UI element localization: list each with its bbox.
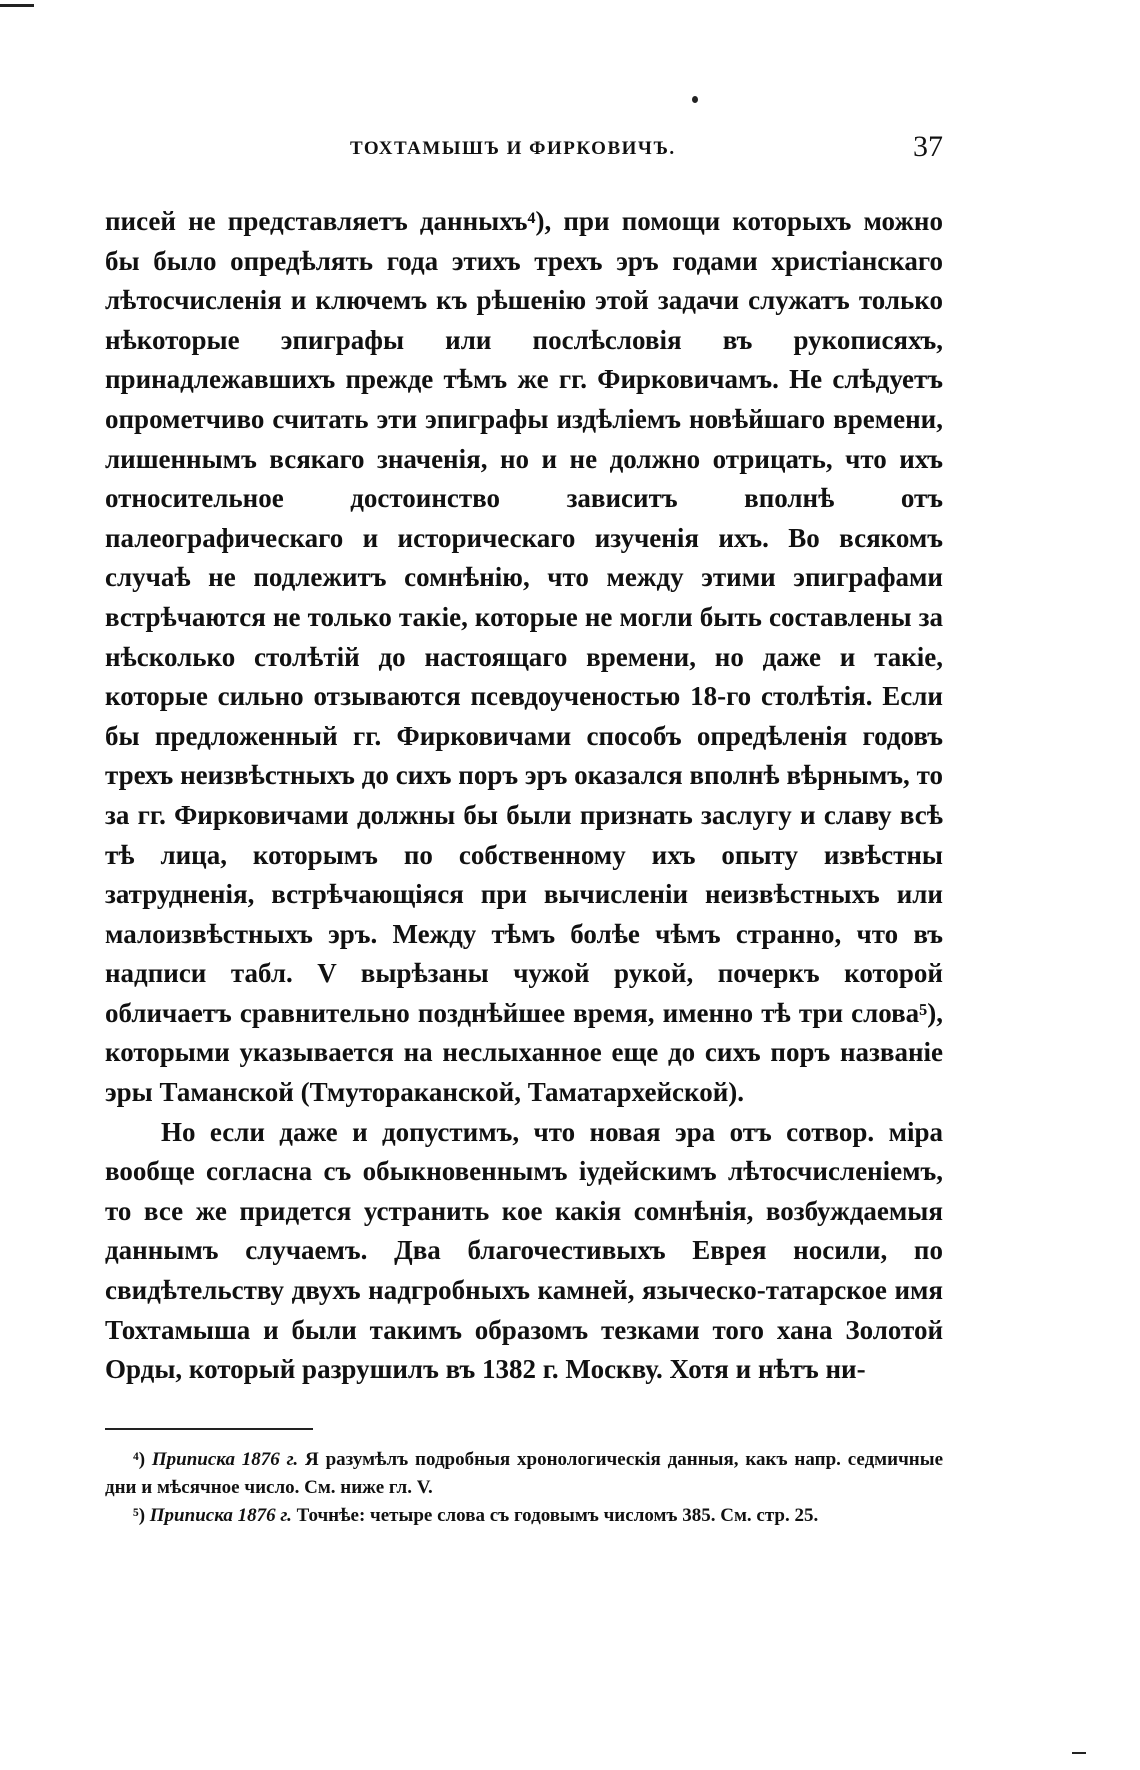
- page-header: [105, 132, 943, 172]
- scan-artifact-dot: [692, 96, 698, 103]
- footnote-mark: ⁴): [133, 1449, 146, 1470]
- footnote-text: Точнѣе: четыре слова съ годовымъ числомъ 385. См. стр. 25.: [296, 1505, 819, 1526]
- footnote-mark: ⁵): [133, 1505, 146, 1526]
- footnote-separator: [105, 1428, 313, 1430]
- footnote-lead: Приписка 1876 г.: [151, 1449, 299, 1470]
- page-number: 37: [913, 130, 943, 163]
- paragraph-1: писей не представляетъ данныхъ⁴), при помощи которыхъ можно бы было опредѣлять года этихъ трехъ эръ годами христіанскаго лѣтосчисленія и ключемъ къ рѣшенію этой задачи служатъ только нѣкоторые эпиграфы или послѣсловія въ рукописяхъ, принадлежавшихъ прежде тѣмъ же гг. Фирковичамъ. Не слѣдуетъ опрометчиво считать эти эпиграфы издѣліемъ новѣйшаго времени, лишеннымъ всякаго значенія, но и не должно отрицать, что ихъ относительное достоинство зависитъ вполнѣ отъ палеографическаго и историческаго изученія ихъ. Во всякомъ случаѣ не подлежитъ сомнѣнію, что между этими эпиграфами встрѣчаются не только такіе, которые не могли быть составлены за нѣсколько столѣтій до настоящаго времени, но даже и такіе, которые сильно отзываются псевдоученостью 18-го столѣтія. Если бы предложенный гг. Фирковичами способъ опредѣленія годовъ трехъ неизвѣстныхъ до сихъ поръ эръ оказался вполнѣ вѣрнымъ, то за гг. Фирковичами должны бы были признать заслугу и славу всѣ тѣ лица, которымъ по собственному ихъ опыту извѣстны затрудненія, встрѣчающіяся при вычисленіи неизвѣстныхъ или малоизвѣстныхъ эръ. Между тѣмъ болѣе чѣмъ странно, что въ надписи табл. V вырѣзаны чужой рукой, почеркъ которой обличаетъ сравнительно позднѣйшее время, именно тѣ три слова⁵), которыми указывается на неслыханное еще до сихъ поръ названіе эры Таманской (Тмутораканской, Таматархейской).: [105, 206, 943, 1108]
- footnotes: [105, 1446, 943, 1530]
- main-text: [105, 202, 943, 1390]
- footnote-text: Я разумѣлъ подробныя хронологическія данныя, какъ напр. седмичные дни и мѣсячное число. См. ниже гл. V.: [105, 1449, 944, 1498]
- running-title: ТОХТАМЫШЪ И ФИРКОВИЧЪ.: [350, 138, 676, 159]
- scan-artifact-top-left: [0, 4, 34, 7]
- footnote-4: [105, 1446, 943, 1502]
- paragraph-2: Но если даже и допустимъ, что новая эра отъ сотвор. міра вообще согласна съ обыкновеннымъ іудейскимъ лѣтосчисленіемъ, то все же придется устранить кое какія сомнѣнія, возбуждаемыя даннымъ случаемъ. Два благочестивыхъ Еврея носили, по свидѣтельству двухъ надгробныхъ камней, языческо-татарское имя Тохтамыша и были такимъ образомъ тезками того хана Золотой Орды, который разрушилъ въ 1382 г. Москву. Хотя и нѣтъ ни-: [105, 1116, 943, 1385]
- scan-artifact-bottom-right: [1072, 1752, 1086, 1754]
- footnote-lead: Приписка 1876 г.: [149, 1505, 292, 1526]
- footnote-5: [105, 1502, 943, 1530]
